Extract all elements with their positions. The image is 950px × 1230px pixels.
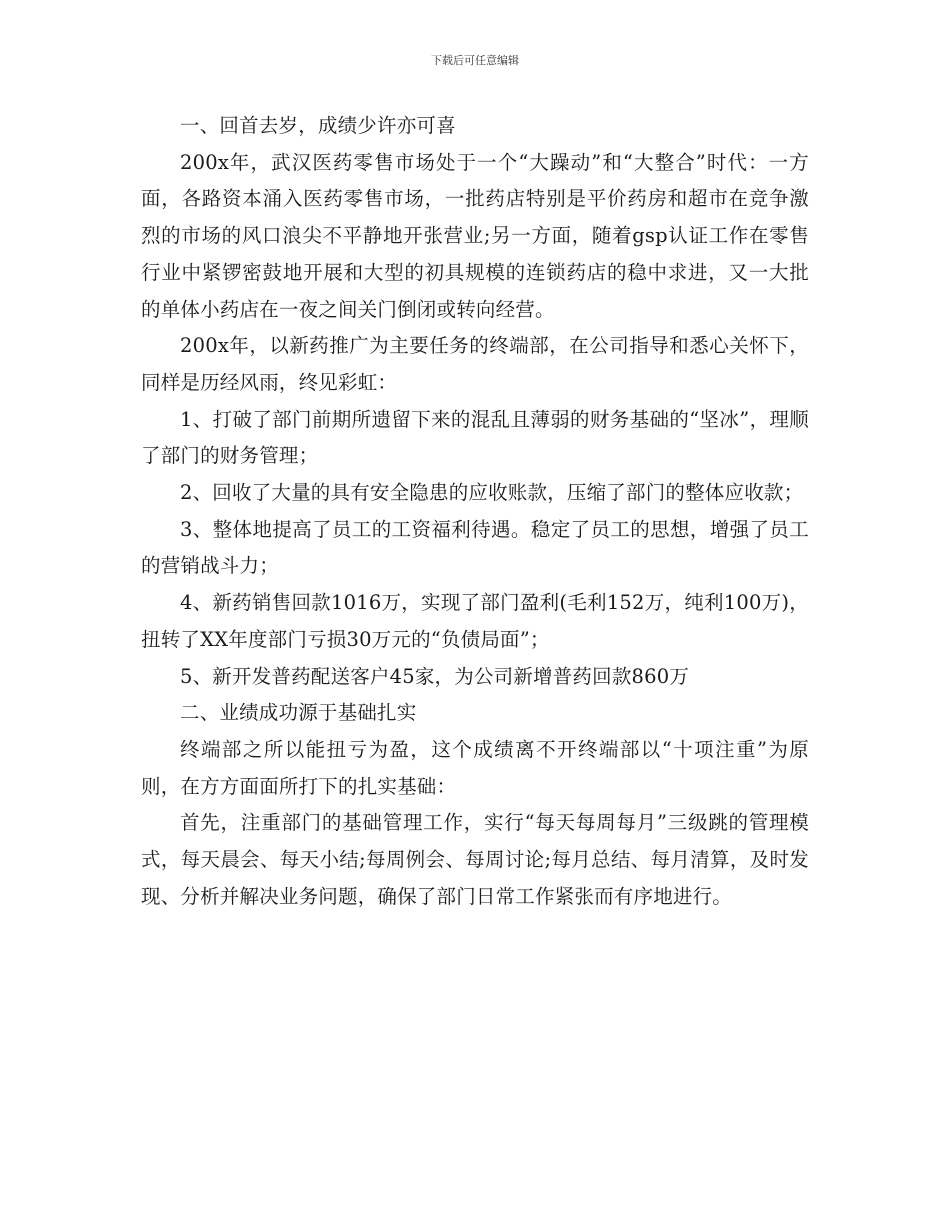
list-item-3: 3、整体地提高了员工的工资福利待遇。稳定了员工的思想，增强了员工的营销战斗力； [141,517,809,578]
paragraph-market-overview: 200x年，武汉医药零售市场处于一个“大躁动”和“大整合”时代：一方面，各路资本涌入医药零售市场，一批药店特别是平价药房和超市在竞争激烈的市场的风口浪尖不平静地开张营业;另一方面，随着gsp认证工作在零售行业中紧锣密鼓地开展和大型的初具规模的连锁药店的稳中求进，又一大批的单体小药店在一夜之间关门倒闭或转向经营。 [141,150,809,321]
document-body [141,108,809,915]
list-item-4: 4、新药销售回款1016万，实现了部门盈利(毛利152万，纯利100万)，扭转了XX年度部门亏损30万元的“负债局面”； [141,591,809,651]
section-heading-1: 一、回首去岁，成绩少许亦可喜 [180,114,456,137]
list-item-5: 5、新开发普药配送客户45家，为公司新增普药回款860万 [180,664,690,688]
paragraph-terminal-dept: 200x年，以新药推广为主要任务的终端部，在公司指导和悉心关怀下，同样是历经风雨，终见彩虹： [141,334,809,394]
list-item-2: 2、回收了大量的具有安全隐患的应收账款，压缩了部门的整体应收款； [180,481,804,505]
paragraph-foundation: 终端部之所以能扭亏为盈，这个成绩离不开终端部以“十项注重”为原则，在方方面面所打下的扎实基础： [141,737,809,798]
paragraph-management: 首先，注重部门的基础管理工作，实行“每天每周每月”三级跳的管理模式，每天晨会、每天小结;每周例会、每周讨论;每月总结、每月清算，及时发现、分析并解决业务问题，确保了部门日常工作紧张而有序地进行。 [141,811,809,908]
section-heading-2: 二、业绩成功源于基础扎实 [180,701,417,725]
page-header-note: 下载后可任意编辑 [431,54,519,67]
list-item-1: 1、打破了部门前期所遗留下来的混乱且薄弱的财务基础的“坚冰”，理顺了部门的财务管理； [141,407,809,468]
